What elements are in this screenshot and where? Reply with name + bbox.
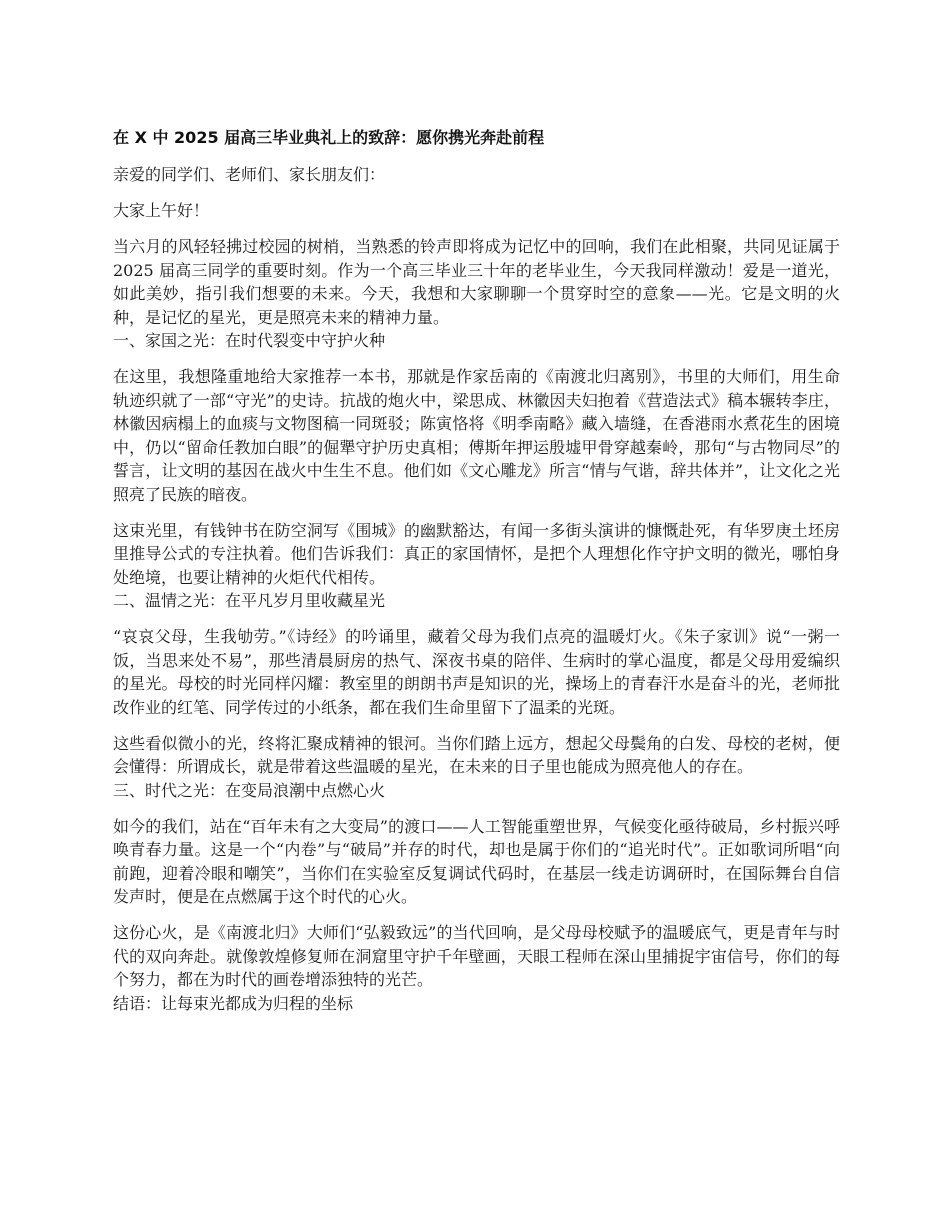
opening-line: 大家上午好！ <box>113 201 210 220</box>
document-title: 在 X 中 2025 届高三毕业典礼上的致辞：愿你携光奔赴前程 <box>113 128 545 147</box>
document-page <box>113 116 840 1015</box>
greeting: 亲爱的同学们、老师们、家长朋友们： <box>113 165 386 184</box>
section-2-paragraph-2: 这些看似微小的光，终将汇聚成精神的银河。当你们踏上远方，想起父母鬓角的白发、母校的老树，便会懂得：所谓成长，就是带着这些温暖的星光，在未来的日子里也能成为照亮他人的存在。 <box>113 733 840 776</box>
conclusion-heading: 结语：让每束光都成为归程的坐标 <box>113 993 354 1013</box>
section-2-paragraph-1: “哀哀父母，生我劬劳。”《诗经》的吟诵里，藏着父母为我们点亮的温暖灯火。《朱子家训》说“一粥一饭，当思来处不易”，那些清晨厨房的热气、深夜书桌的陪伴、生病时的掌心温度，都是父母用爱编织的星光。母校的时光同样闪耀：教室里的朗朗书声是知识的光，操场上的青春汗水是奋斗的光，老师批改作业的红笔、同学传过的小纸条，都在我们生命里留下了温柔的光斑。 <box>113 627 840 717</box>
section-3-paragraph-2: 这份心火，是《南渡北归》大师们“弘毅致远”的当代回响，是父母母校赋予的温暖底气，更是青年与时代的双向奔赴。就像敦煌修复师在洞窟里守护千年壁画，天眼工程师在深山里捕捉宇宙信号，你们的每个努力，都在为时代的画卷增添独特的光芒。 <box>113 923 840 989</box>
section-3-paragraph-1: 如今的我们，站在“百年未有之大变局”的渡口——人工智能重塑世界，气候变化亟待破局，乡村振兴呼唤青春力量。这是一个“内卷”与“破局”并存的时代，却也是属于你们的“追光时代”。正如歌词所唱“向前跑，迎着冷眼和嘲笑”，当你们在实验室反复调试代码时，在基层一线走访调研时，在国际舞台自信发声时，便是在点燃属于这个时代的心火。 <box>113 816 840 906</box>
section-2-heading: 二、温情之光：在平凡岁月里收藏星光 <box>113 591 386 610</box>
intro-paragraph: 当六月的风轻轻拂过校园的树梢，当熟悉的铃声即将成为记忆中的回响，我们在此相聚，共同见证属于 2025 届高三同学的重要时刻。作为一个高三毕业三十年的老毕业生，今天我同样激动！爱是一道光，如此美妙，指引我们想要的未来。今天，我想和大家聊聊一个贯穿时空的意象——光。它是文明的火种，是记忆的星光，更是照亮未来的精神力量。 <box>113 237 840 327</box>
section-1-paragraph-1: 在这里，我想隆重地给大家推荐一本书，那就是作家岳南的《南渡北归离别》，书里的大师们，用生命轨迹织就了一部“守光”的史诗。抗战的炮火中，梁思成、林徽因夫妇抱着《营造法式》稿本辗转李庄，林徽因病榻上的血痰与文物图稿一同斑驳；陈寅恪将《明季南略》藏入墙缝，在香港雨水煮花生的困境中，仍以“留命任教加白眼”的倔犟守护历史真相；傅斯年押运殷墟甲骨穿越秦岭，那句“与古物同尽”的誓言，让文明的基因在战火中生生不息。他们如《文心雕龙》所言“情与气谐，辞共体并”，让文化之光照亮了民族的暗夜。 <box>113 367 840 504</box>
section-1-heading: 一、家国之光：在时代裂变中守护火种 <box>113 331 386 350</box>
section-1-paragraph-2: 这束光里，有钱钟书在防空洞写《围城》的幽默豁达，有闻一多街头演讲的慷慨赴死，有华罗庚土坯房里推导公式的专注执着。他们告诉我们：真正的家国情怀，是把个人理想化作守护文明的微光，哪怕身处绝境，也要让精神的火炬代代相传。 <box>113 520 840 587</box>
section-3-heading: 三、时代之光：在变局浪潮中点燃心火 <box>113 780 386 800</box>
